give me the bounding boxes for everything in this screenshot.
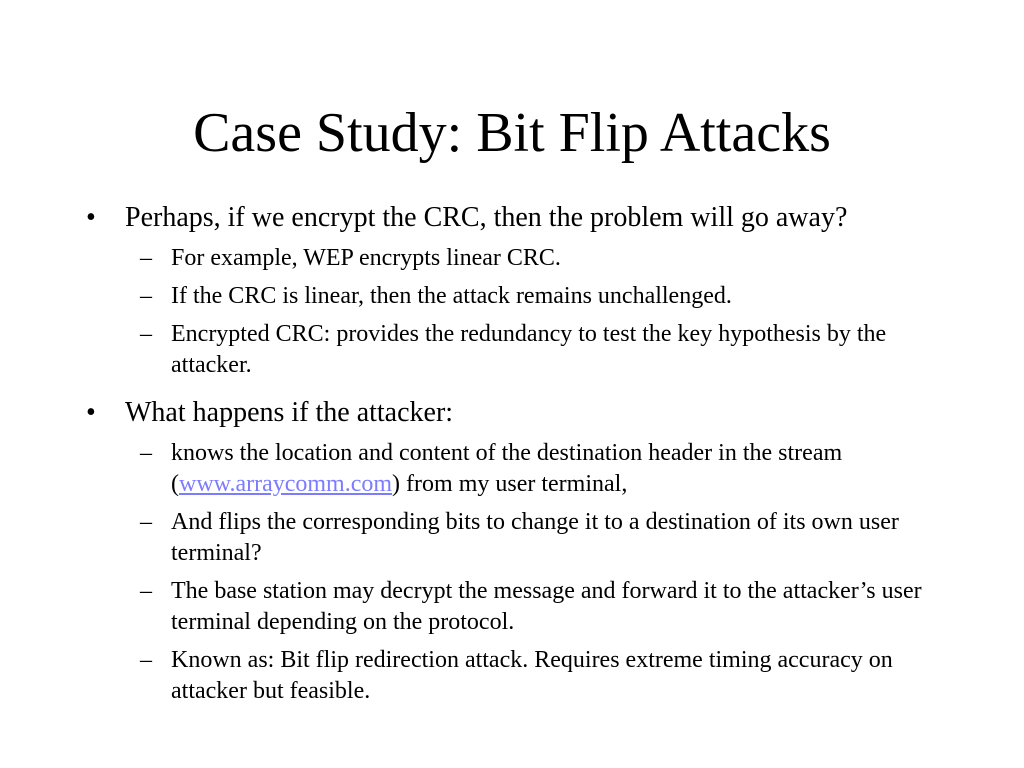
bullet-2-text: What happens if the attacker: — [125, 397, 454, 428]
sub-item-text: The base station may decrypt the message and forward it to the attacker’s user terminal depending on the protocol. — [171, 578, 922, 635]
sub-item-2-3 — [86, 576, 936, 638]
bullet-2 — [86, 395, 936, 431]
sub-item-text: And flips the corresponding bits to change it to a destination of its own user terminal? — [171, 509, 899, 566]
bullet-1 — [86, 200, 936, 236]
sub-item-2-4 — [86, 645, 936, 707]
dash-glyph: – — [140, 245, 152, 271]
bullet-glyph: • — [86, 397, 96, 428]
dash-glyph: – — [140, 283, 152, 309]
sub-item-text: For example, WEP encrypts linear CRC. — [171, 245, 561, 271]
dash-glyph: – — [140, 647, 152, 673]
sub-item-2-1 — [86, 438, 936, 500]
sub-item-text-before-link: knows the location and content of the destination header in the stream ( — [171, 440, 843, 497]
sub-item-text: If the CRC is linear, then the attack remains unchallenged. — [171, 283, 732, 309]
bullet-1-text: Perhaps, if we encrypt the CRC, then the problem will go away? — [125, 202, 848, 233]
sub-item-1-3 — [86, 319, 936, 381]
dash-glyph: – — [140, 509, 152, 535]
sub-item-text-after-link: ) from my user terminal, — [392, 471, 628, 497]
bullet-2-subs — [86, 438, 936, 707]
sub-item-2-2 — [86, 507, 936, 569]
sub-item-1-1 — [86, 243, 936, 274]
dash-glyph: – — [140, 440, 152, 466]
slide-content — [86, 200, 936, 714]
sub-item-text: Known as: Bit flip redirection attack. Requires extreme timing accuracy on attacker but feasible. — [171, 647, 893, 704]
sub-item-text: Encrypted CRC: provides the redundancy to test the key hypothesis by the attacker. — [171, 321, 887, 378]
bullet-glyph: • — [86, 202, 96, 233]
arraycomm-link[interactable]: www.arraycomm.com — [179, 471, 393, 497]
slide-title: Case Study: Bit Flip Attacks — [193, 102, 831, 164]
dash-glyph: – — [140, 321, 152, 347]
dash-glyph: – — [140, 578, 152, 604]
bullet-1-subs — [86, 243, 936, 381]
sub-item-1-2 — [86, 281, 936, 312]
